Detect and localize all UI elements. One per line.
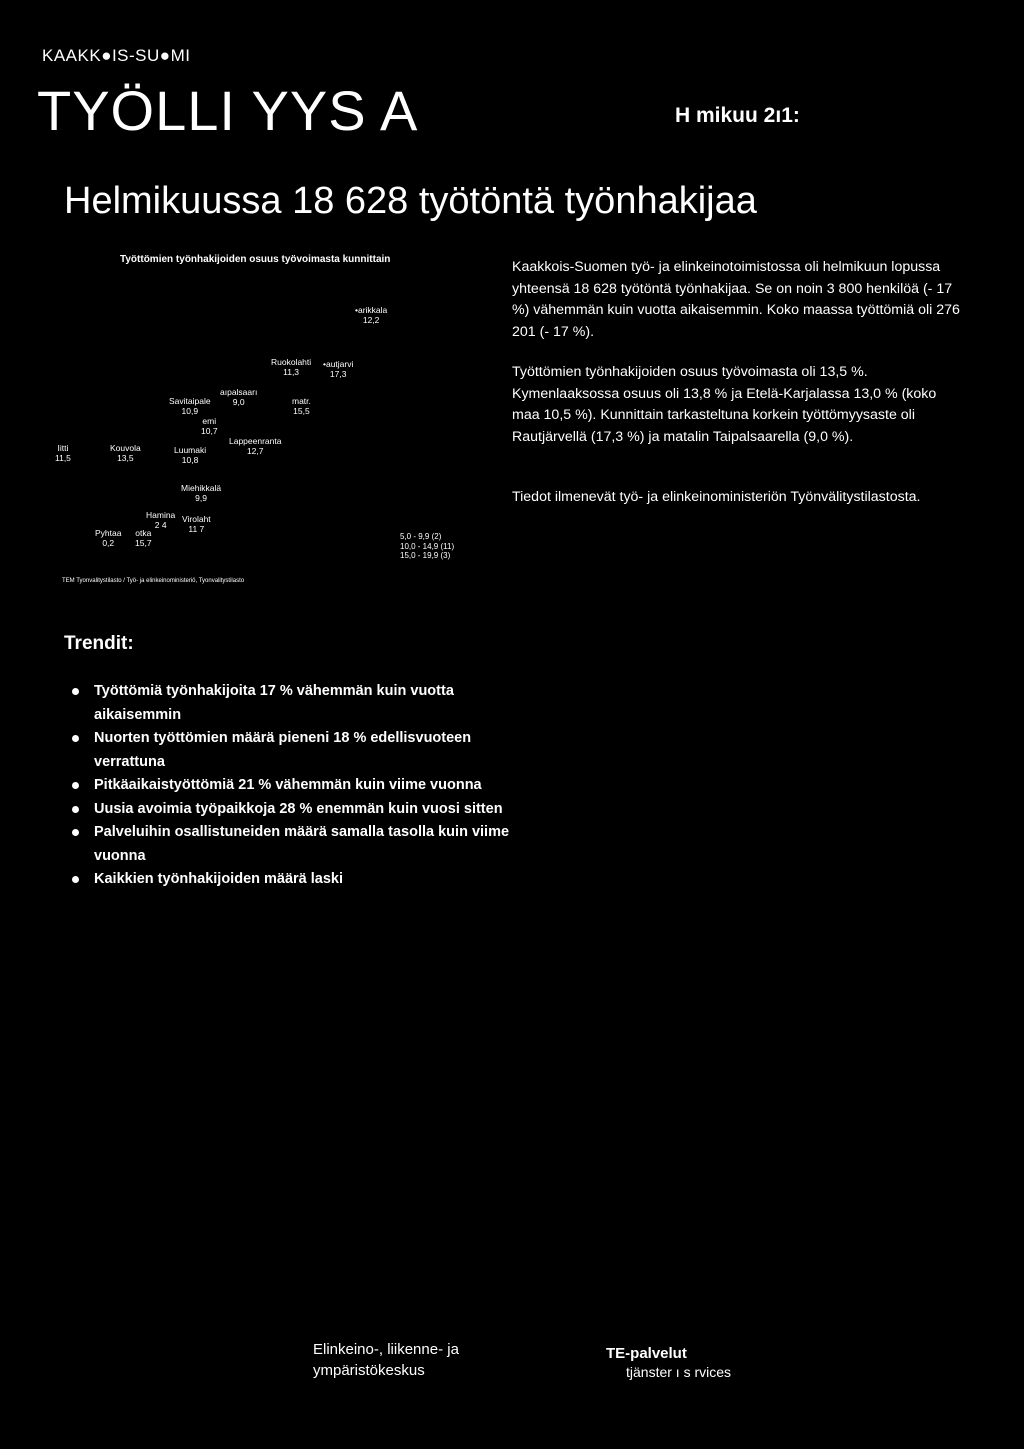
legend-entry: 5,0 - 9,9 (2) [400, 532, 442, 541]
map-label-text: •arikkala 12,2 [355, 305, 388, 325]
map-label-lemi [201, 416, 218, 436]
list-item [68, 727, 528, 774]
map-label-virolahti [182, 514, 211, 534]
municipality-map [55, 290, 495, 590]
map-label-text: matr. 15,5 [292, 396, 311, 416]
trends-list [68, 680, 528, 892]
map-label-text: Pyhtaa 0,2 [95, 528, 122, 548]
map-label-pyhtaa [95, 528, 121, 548]
bullet-icon [72, 876, 79, 883]
map-label-text: otka 15,7 [135, 528, 152, 548]
map-label-text: Virolaht 11 7 [182, 514, 211, 534]
map-label-text: •autjarvi 17,3 [323, 359, 354, 379]
legend-entry: 10,0 - 14,9 (11) [400, 541, 455, 551]
paragraph-rates: Työttömien työnhakijoiden osuus työvoimasta oli 13,5 %. Kymenlaaksossa osuus oli 13,8 % ja Etelä-Karjalassa 13,0 % (koko maa 10,5 %). Kunnittain tarkasteltuna korkein työttömyysaste oli Rautjärvellä (17,3 %) ja matalin Taipalsaarella (9,0 %). [512, 364, 937, 445]
trend-text: Palveluihin osallistuneiden määrä samalla tasolla kuin viime vuonna [94, 824, 510, 864]
map-label-parikkala [355, 305, 387, 325]
org-line-1: Elinkeino-, liikenne- ja [313, 1341, 459, 1358]
map-source: TEM Tyonvalitystilasto / Työ- ja elinkeinoministeriö, Tyonvalitystilasto [62, 578, 245, 584]
trends-heading: Trendit: [64, 633, 134, 654]
map-label-text: Lappeenranta 12,7 [229, 436, 282, 456]
map-label-ruokolahti [271, 357, 311, 377]
bullet-icon [72, 829, 79, 836]
map-label-text: emi 10,7 [201, 416, 218, 436]
map-label-luumaki [174, 445, 206, 465]
map-label-text: Ruokolahti 11,3 [271, 357, 312, 377]
map-label-kotka [135, 528, 152, 548]
legend-entry: 15,0 - 19,9 (3) [400, 551, 451, 560]
te-brand: TE-palvelut [606, 1345, 687, 1362]
list-item [68, 680, 528, 727]
paragraph-source: Tiedot ilmenevät työ- ja elinkeinoministeriön Työnvälitystilastosta. [512, 489, 921, 505]
report-title: TYÖLLI YYS A [37, 79, 419, 142]
map-label-text: Miehikkalä 9,9 [181, 483, 222, 503]
te-logo-text [606, 1345, 731, 1381]
trend-text: Kaikkien työnhakijoiden määrä laski [94, 871, 344, 887]
paragraph-summary: Kaakkois-Suomen työ- ja elinkeinotoimistossa oli helmikuun lopussa yhteensä 18 628 työtöntä työnhakijaa. Se on noin 3 800 henkilöä (- 17 %) vähemmän kuin vuotta aikaisemmin. Koko maassa työttömiä oli 276 201 (- 17 %). [512, 259, 960, 340]
bullet-icon [72, 782, 79, 789]
map-label-text: Hamina 2 4 [146, 510, 176, 530]
te-subtitle: tjänster ı s rvices [626, 1364, 732, 1380]
map-label-lappeenranta [229, 436, 281, 456]
map-title: Työttömien työnhakijoiden osuus työvoimasta kunnittain [120, 254, 391, 265]
list-item [68, 821, 528, 868]
trend-text: Nuorten työttömien määrä pieneni 18 % edellisvuoteen verrattuna [94, 730, 472, 770]
map-label-miehikkala [181, 483, 221, 503]
map-label-iitti [55, 443, 71, 463]
map-label-text: aıpalsaarı 9,0 [220, 387, 258, 407]
ely-logo-text [313, 1339, 459, 1381]
map-label-text: Iitti 11,5 [55, 443, 71, 463]
map-label-text: Kouvola 13,5 [110, 443, 141, 463]
list-item [68, 798, 528, 822]
region-name: KAAKK●IS-SU●MI [42, 46, 191, 65]
list-item [68, 868, 528, 892]
trend-text: Työttömiä työnhakijoita 17 % vähemmän kuin vuotta aikaisemmin [94, 683, 454, 723]
map-label-text: Savitaipale 10,9 [169, 396, 211, 416]
map-label-taipalsaari [220, 387, 257, 407]
map-label-text: Luumaki 10,8 [174, 445, 207, 465]
bullet-icon [72, 735, 79, 742]
trend-text: Pitkäaikaistyöttömiä 21 % vähemmän kuin viime vuonna [94, 777, 482, 793]
bullet-icon [72, 688, 79, 695]
report-period: H mikuu 2ı1: [675, 104, 800, 127]
map-legend [400, 532, 454, 561]
headline: Helmikuussa 18 628 työtöntä työnhakijaa [64, 180, 757, 222]
list-item [68, 774, 528, 798]
bullet-icon [72, 806, 79, 813]
map-label-rautjarvi [323, 359, 353, 379]
map-label-savitaipale [169, 396, 211, 416]
map-label-kouvola [110, 443, 141, 463]
org-line-2: ympäristökeskus [313, 1362, 425, 1379]
trend-text: Uusia avoimia työpaikkoja 28 % enemmän kuin vuosi sitten [94, 800, 503, 817]
map-label-imatra [292, 396, 311, 416]
map-label-hamina [146, 510, 175, 530]
